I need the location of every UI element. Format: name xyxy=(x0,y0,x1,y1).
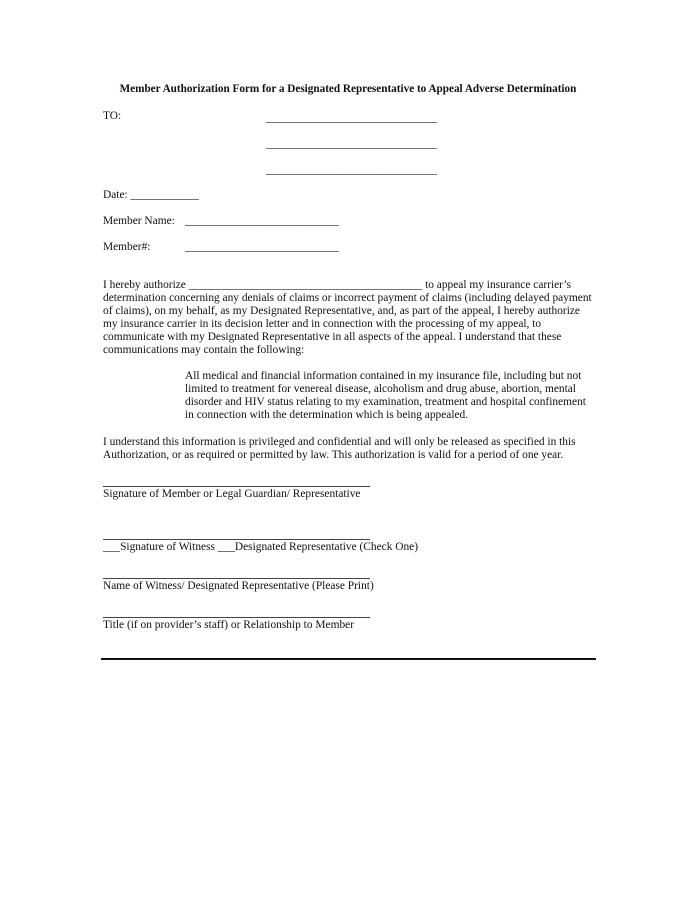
to-line-1[interactable]: ______________________________ xyxy=(266,112,437,124)
member-number-field[interactable]: ___________________________ xyxy=(185,241,339,253)
indented-line-2: limited to treatment for venereal disease, alcoholism and drug abuse, abortion, mental xyxy=(185,383,576,395)
authorization-line-4: my insurance carrier in its decision letter and in connection with the processing of my appeal, to xyxy=(103,318,542,330)
date-field[interactable]: Date: ____________ xyxy=(103,189,199,201)
title-relationship-line[interactable] xyxy=(103,617,370,618)
authorize-prefix: I hereby authorize xyxy=(103,279,186,291)
member-name-field[interactable]: ___________________________ xyxy=(185,215,339,227)
signature-witness-label[interactable]: ___Signature of Witness ___Designated Representative (Check One) xyxy=(103,541,419,553)
authorize-representative-field[interactable]: _________________________________________ xyxy=(188,279,423,291)
member-number-label: Member#: xyxy=(103,241,151,253)
to-label: TO: xyxy=(103,110,122,122)
privilege-line-1: I understand this information is privileged and confidential and will only be released as specified in this xyxy=(103,436,576,448)
indented-line-3: disorder and HIV status relating to my examination, treatment and hospital confinement xyxy=(185,396,586,408)
to-line-3[interactable]: ______________________________ xyxy=(266,164,437,176)
bottom-divider xyxy=(101,658,596,660)
to-line-2[interactable]: ______________________________ xyxy=(266,138,437,150)
indented-line-4: in connection with the determination which is being appealed. xyxy=(185,409,469,421)
authorization-line-5: communicate with my Designated Representative in all aspects of the appeal. I understand that these xyxy=(103,331,562,343)
member-name-label: Member Name: xyxy=(103,215,175,227)
signature-member-label: Signature of Member or Legal Guardian/ Representative xyxy=(103,488,361,500)
authorization-line-3: of claims), on my behalf, as my Designated Representative, and, as part of the appeal, I hereby authorize xyxy=(103,305,580,317)
authorize-suffix: to appeal my insurance carrier’s xyxy=(425,279,571,291)
signature-member-line[interactable] xyxy=(103,486,370,487)
signature-witness-line[interactable] xyxy=(103,539,370,540)
name-witness-line[interactable] xyxy=(103,578,370,579)
privilege-line-2: Authorization, or as required or permitted by law. This authorization is valid for a period of one year. xyxy=(103,449,564,461)
title-relationship-label: Title (if on provider’s staff) or Relationship to Member xyxy=(103,619,354,631)
name-witness-label: Name of Witness/ Designated Representative (Please Print) xyxy=(103,580,374,592)
form-title: Member Authorization Form for a Designated Representative to Appeal Adverse Determination xyxy=(119,83,577,95)
authorization-line-6: communications may contain the following: xyxy=(103,344,305,356)
authorization-line-2: determination concerning any denials of claims or incorrect payment of claims (including delayed payment xyxy=(103,292,592,304)
indented-line-1: All medical and financial information contained in my insurance file, including but not xyxy=(185,370,582,382)
authorization-line-1 xyxy=(103,279,571,292)
